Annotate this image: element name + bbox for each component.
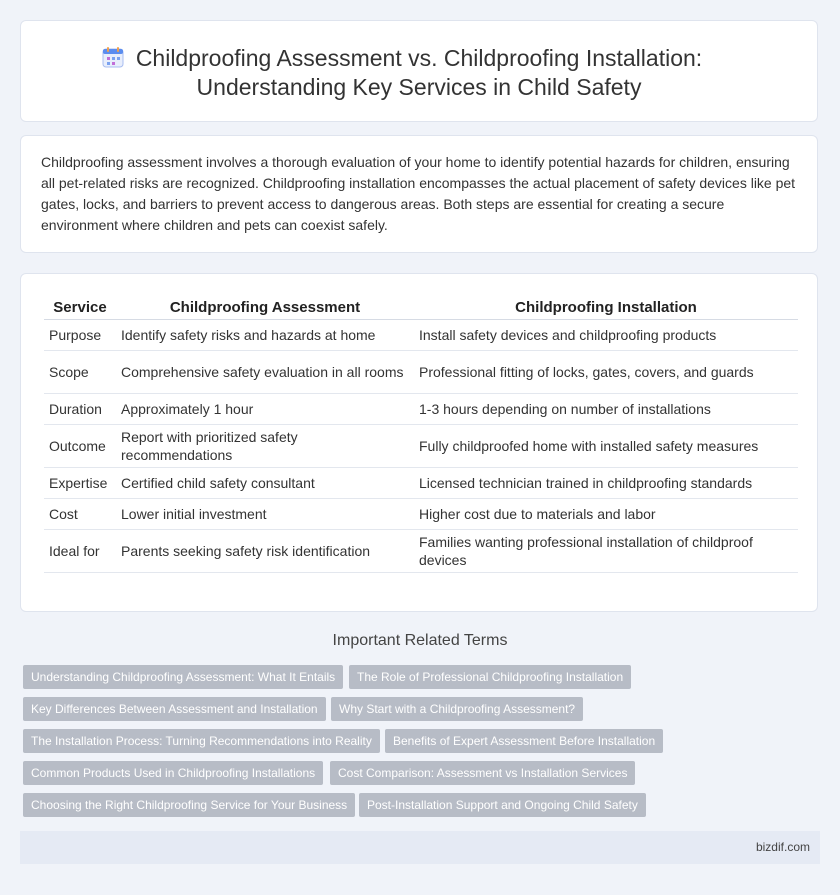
row-label: Duration xyxy=(44,394,116,425)
row-label: Cost xyxy=(44,499,116,530)
row-label: Purpose xyxy=(44,320,116,351)
related-term-link[interactable]: Post-Installation Support and Ongoing Child Safety xyxy=(359,793,646,817)
intro-card xyxy=(20,135,818,253)
installation-cell: 1-3 hours depending on number of installations xyxy=(414,394,798,425)
comparison-table xyxy=(44,296,798,573)
table-row xyxy=(44,530,798,573)
installation-cell: Licensed technician trained in childproofing standards xyxy=(414,468,798,499)
intro-paragraph: Childproofing assessment involves a thorough evaluation of your home to identify potential hazards for children, ensuring all pet-related risks are recognized. Childproofing installation encompasses the actual placement of safety devices like pet gates, locks, and barriers to prevent access to dangerous areas. Both steps are essential for creating a secure environment where children and pets can coexist safely. xyxy=(41,154,796,233)
column-header-assessment: Childproofing Assessment xyxy=(116,296,414,320)
related-term-link[interactable]: Understanding Childproofing Assessment: What It Entails xyxy=(23,665,343,689)
row-label: Ideal for xyxy=(44,530,116,573)
row-label: Expertise xyxy=(44,468,116,499)
table-row xyxy=(44,425,798,468)
table-row xyxy=(44,499,798,530)
table-header-row xyxy=(44,296,798,320)
installation-cell: Fully childproofed home with installed safety measures xyxy=(414,425,798,468)
related-term-link[interactable]: Choosing the Right Childproofing Service for Your Business xyxy=(23,793,355,817)
column-header-installation: Childproofing Installation xyxy=(414,296,798,320)
related-term-link[interactable]: Benefits of Expert Assessment Before Installation xyxy=(385,729,663,753)
table-row xyxy=(44,320,798,351)
page-title: Childproofing Assessment vs. Childproofing Installation: Understanding Key Services in Child Safety xyxy=(135,45,703,100)
header-card xyxy=(20,20,818,122)
table-row xyxy=(44,351,798,394)
assessment-cell: Comprehensive safety evaluation in all rooms xyxy=(116,351,414,394)
assessment-cell: Lower initial investment xyxy=(116,499,414,530)
row-label: Scope xyxy=(44,351,116,394)
assessment-cell: Certified child safety consultant xyxy=(116,468,414,499)
related-terms-heading: Important Related Terms xyxy=(332,632,508,649)
assessment-cell: Parents seeking safety risk identification xyxy=(116,530,414,573)
assessment-cell: Identify safety risks and hazards at home xyxy=(116,320,414,351)
assessment-cell: Report with prioritized safety recommendations xyxy=(116,425,414,468)
installation-cell: Higher cost due to materials and labor xyxy=(414,499,798,530)
column-header-service: Service xyxy=(44,296,116,320)
installation-cell: Install safety devices and childproofing products xyxy=(414,320,798,351)
assessment-cell: Approximately 1 hour xyxy=(116,394,414,425)
table-row xyxy=(44,468,798,499)
row-label: Outcome xyxy=(44,425,116,468)
footer xyxy=(20,831,820,864)
related-term-link[interactable]: The Role of Professional Childproofing Installation xyxy=(349,665,631,689)
comparison-table-card xyxy=(20,273,818,612)
related-term-link[interactable]: Cost Comparison: Assessment vs Installation Services xyxy=(330,761,635,785)
related-term-link[interactable]: Why Start with a Childproofing Assessment? xyxy=(331,697,583,721)
footer-site-name[interactable]: bizdif.com xyxy=(755,840,810,854)
table-row xyxy=(44,394,798,425)
related-term-link[interactable]: The Installation Process: Turning Recommendations into Reality xyxy=(23,729,380,753)
installation-cell: Professional fitting of locks, gates, covers, and guards xyxy=(414,351,798,394)
related-term-link[interactable]: Common Products Used in Childproofing Installations xyxy=(23,761,323,785)
installation-cell: Families wanting professional installation of childproof devices xyxy=(414,530,798,573)
related-term-link[interactable]: Key Differences Between Assessment and Installation xyxy=(23,697,326,721)
